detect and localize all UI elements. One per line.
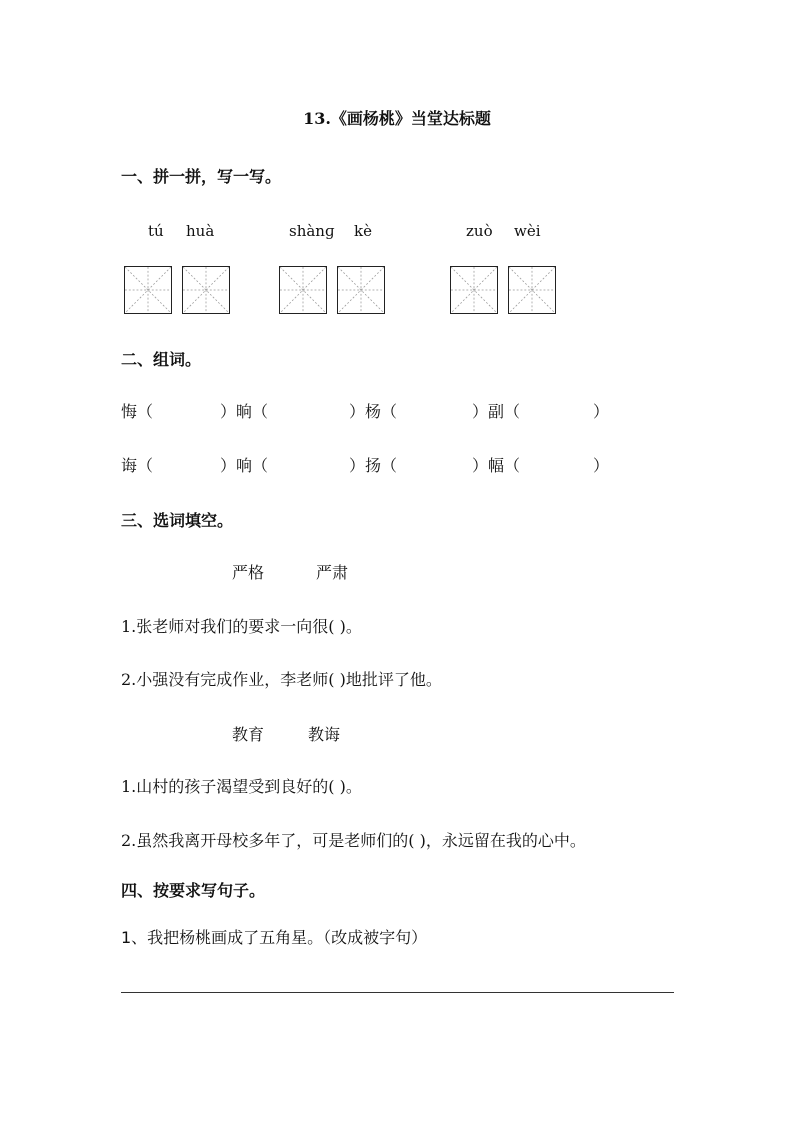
pinyin-3a: zuò	[466, 222, 493, 240]
word-char: 杨	[365, 402, 382, 421]
paren-open: （	[137, 402, 154, 421]
pinyin-3b: wèi	[514, 222, 541, 240]
section-1-heading: 一、拼一拼，写一写。	[121, 167, 282, 186]
paren-close: ）	[472, 402, 489, 421]
pinyin-2b: kè	[354, 222, 372, 240]
word-choice: 严肃	[316, 563, 349, 582]
word-char: 悔	[121, 402, 138, 421]
paren-open: （	[381, 402, 398, 421]
word-item	[472, 453, 520, 476]
word-char: 诲	[121, 456, 138, 475]
word-item	[472, 399, 520, 422]
word-item	[121, 399, 153, 422]
paren-close: ）	[220, 402, 237, 421]
answer-line[interactable]	[121, 992, 674, 993]
section-2-heading: 二、组词。	[121, 350, 202, 369]
writing-grid-box[interactable]	[450, 266, 498, 314]
word-char: 响	[236, 456, 253, 475]
page-title: 13.《画杨桃》当堂达标题	[303, 109, 491, 128]
paren-close: ）	[349, 402, 366, 421]
word-char: 晌	[236, 402, 253, 421]
paren-open: （	[504, 456, 521, 475]
word-item	[220, 453, 268, 476]
word-item	[349, 399, 397, 422]
writing-grid-box[interactable]	[182, 266, 230, 314]
paren-open: （	[381, 456, 398, 475]
paren-open: （	[252, 456, 269, 475]
fill-sentence: 2.小强没有完成作业，李老师( )地批评了他。	[121, 670, 442, 689]
word-item	[121, 453, 153, 476]
paren-close: ）	[220, 456, 237, 475]
paren-open: （	[252, 402, 269, 421]
paren-close: ）	[472, 456, 489, 475]
fill-sentence: 1.张老师对我们的要求一向很( )。	[121, 617, 362, 636]
section-4-heading: 四、按要求写句子。	[121, 881, 266, 900]
word-choice: 教诲	[308, 725, 341, 744]
word-char: 副	[488, 402, 505, 421]
fill-sentence: 2.虽然我离开母校多年了，可是老师们的( )，永远留在我的心中。	[121, 831, 586, 850]
paren-close: ）	[593, 456, 610, 475]
word-item	[220, 399, 268, 422]
writing-grid-box[interactable]	[279, 266, 327, 314]
word-char: 扬	[365, 456, 382, 475]
writing-grid-box[interactable]	[337, 266, 385, 314]
fill-sentence: 1.山村的孩子渴望受到良好的( )。	[121, 777, 362, 796]
paren-close: ）	[593, 402, 610, 421]
paren-open: （	[504, 402, 521, 421]
section-3-heading: 三、选词填空。	[121, 511, 234, 530]
paren-open: （	[137, 456, 154, 475]
rewrite-sentence: 1、我把杨桃画成了五角星。（改成被字句）	[121, 928, 428, 947]
word-char: 幅	[488, 456, 505, 475]
pinyin-1b: huà	[186, 222, 215, 240]
word-item	[349, 453, 397, 476]
writing-grid-box[interactable]	[124, 266, 172, 314]
paren-close: ）	[349, 456, 366, 475]
pinyin-2a: shànɡ	[289, 222, 335, 240]
pinyin-1a: tú	[148, 222, 164, 240]
word-choice: 教育	[232, 725, 265, 744]
word-choice: 严格	[232, 563, 265, 582]
writing-grid-box[interactable]	[508, 266, 556, 314]
